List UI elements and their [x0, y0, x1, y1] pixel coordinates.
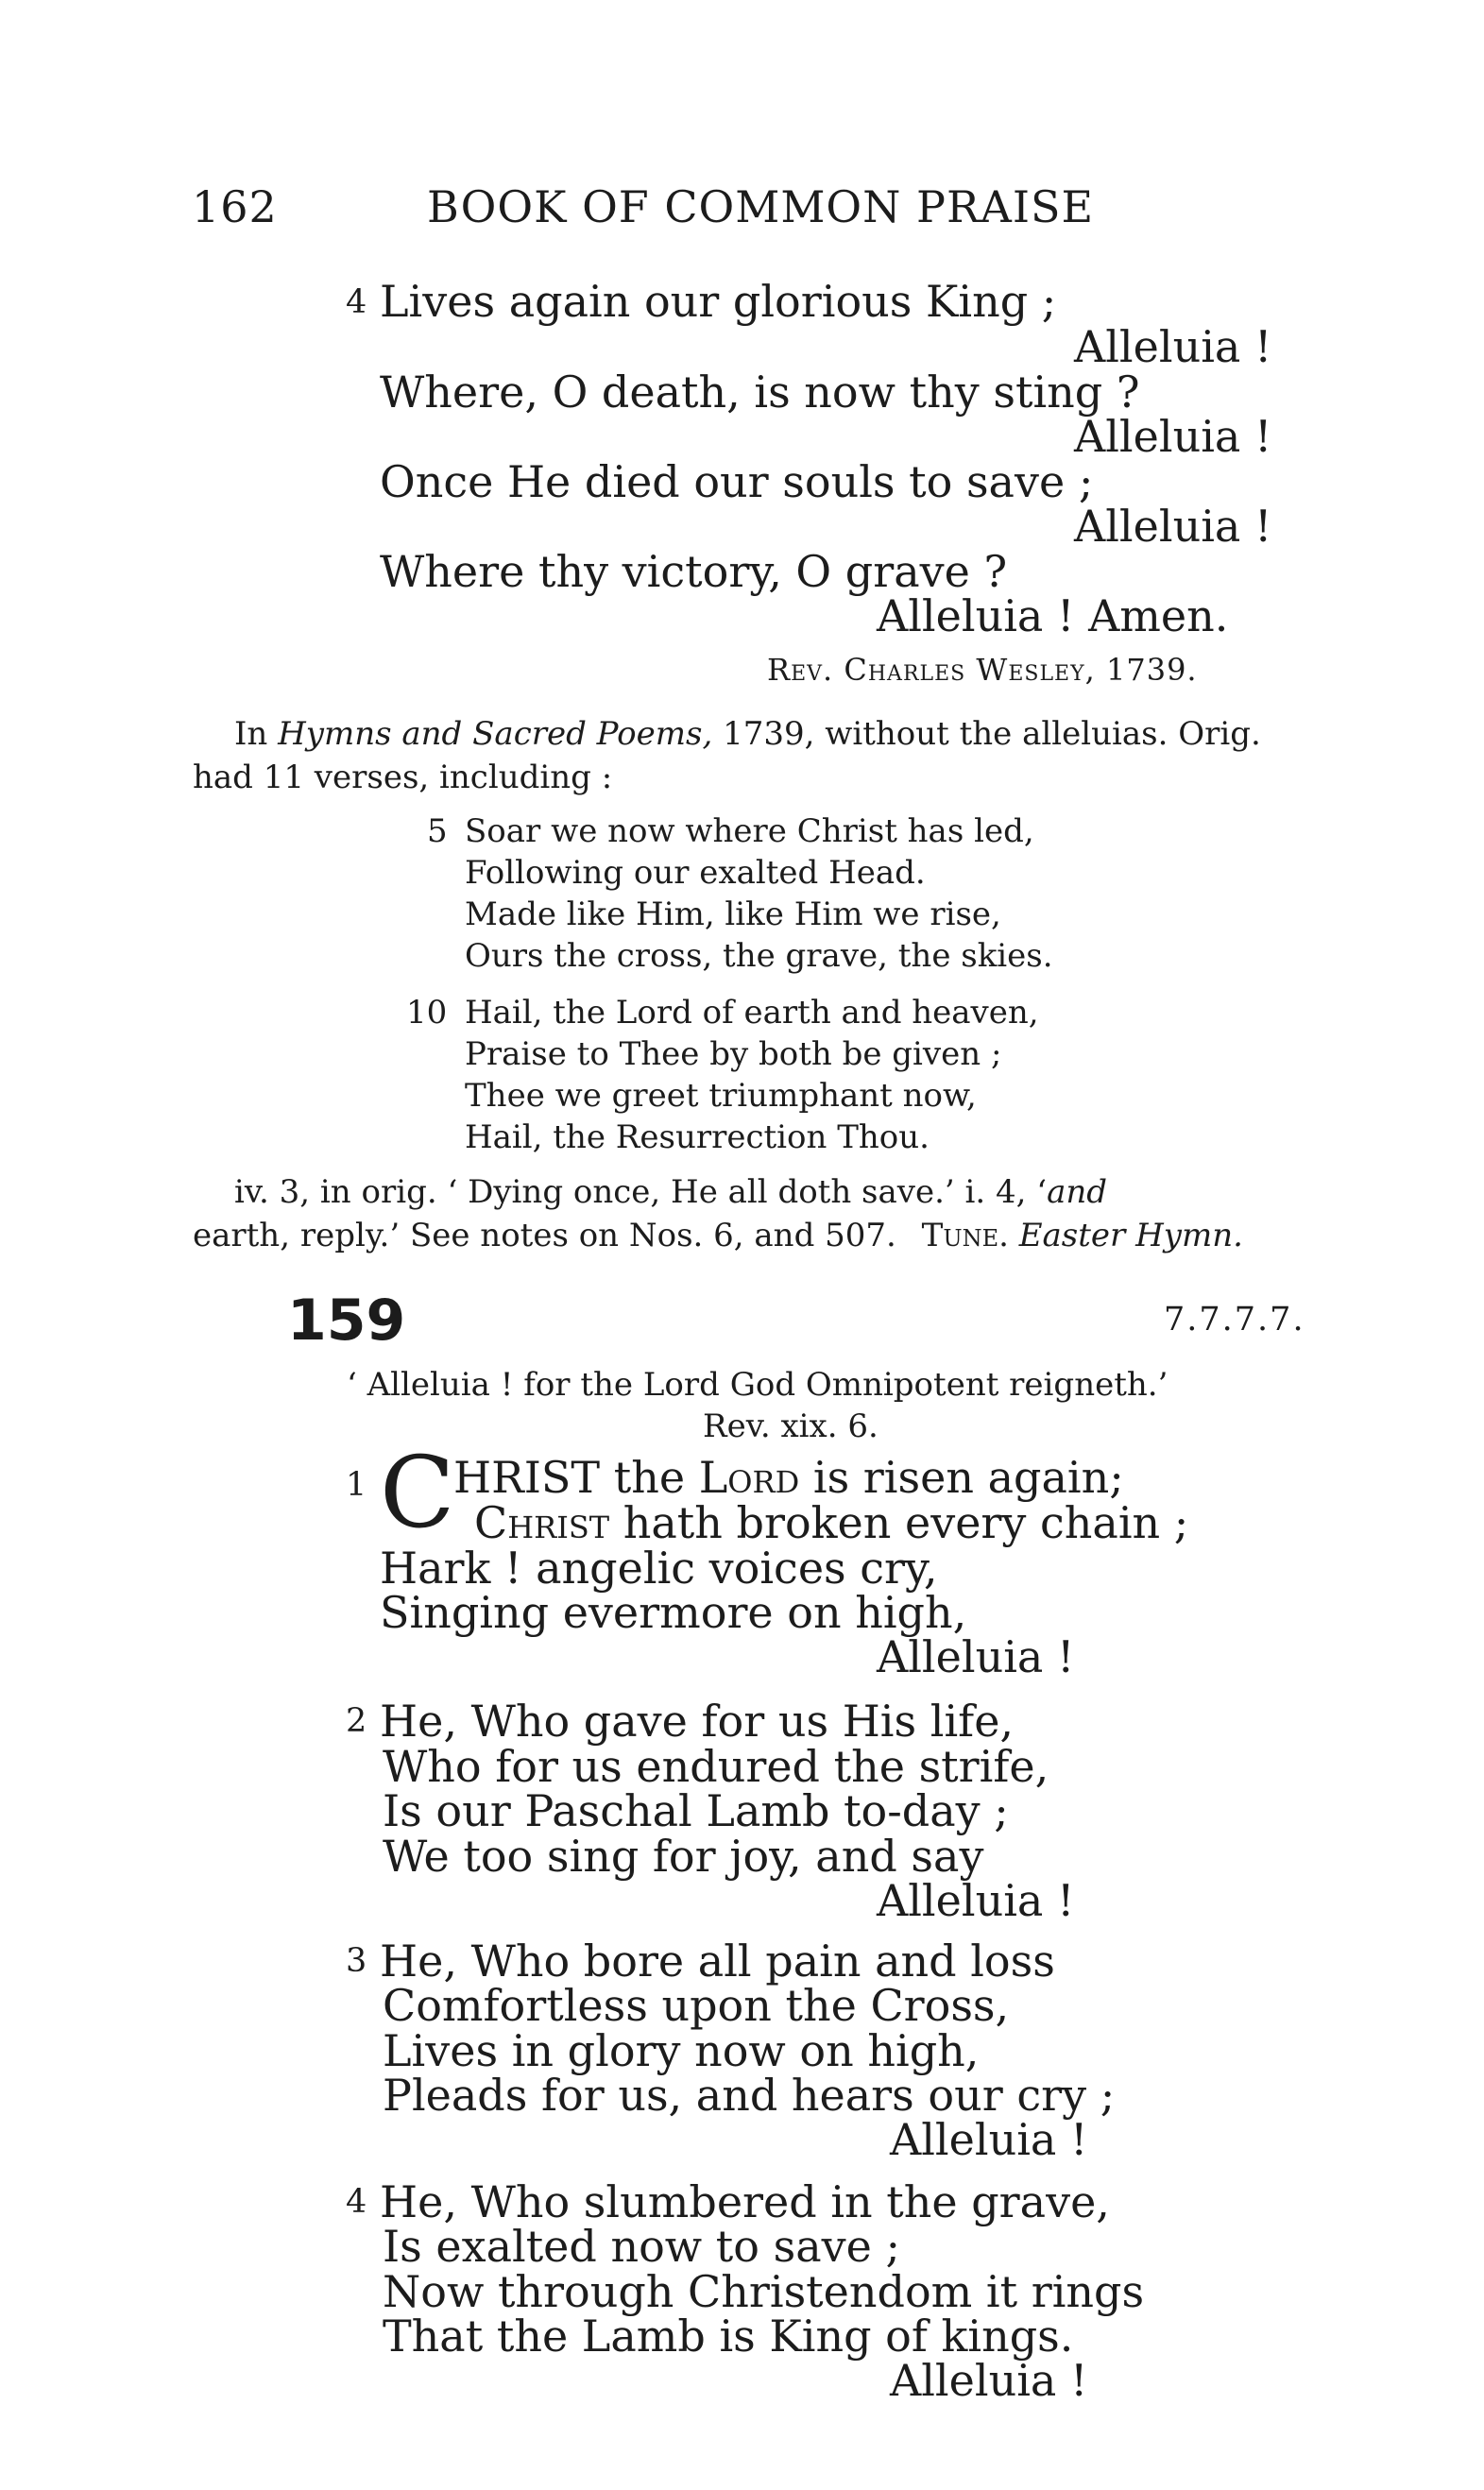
tune-label: Tune. [921, 1217, 1009, 1254]
refrain-line: Alleluia ! [1074, 321, 1272, 372]
note-text: 1739, without the alleluias. Orig. [723, 715, 1261, 753]
verse-line: Hark ! angelic voices cry, [380, 1543, 938, 1594]
tune-name: Easter Hymn. [1018, 1217, 1243, 1254]
quoted-verse-line: Following our exalted Head. [465, 854, 926, 892]
quoted-verse-line: Praise to Thee by both be given ; [465, 1035, 1002, 1073]
verse-number: 5 [427, 812, 448, 850]
epigraph-reference: Rev. xix. 6. [703, 1407, 878, 1445]
verse-line: Who for us endured the strife, [383, 1741, 1049, 1792]
refrain-amen-line: Alleluia ! Amen. [877, 590, 1229, 641]
author-name: Charles Wesley [844, 652, 1085, 688]
verse-number: 2 [346, 1702, 367, 1740]
quoted-verse-line: Thee we greet triumphant now, [465, 1077, 977, 1115]
verse-number: 4 [346, 2183, 367, 2221]
verse-number: 1 [346, 1466, 367, 1504]
verse-line: Where thy victory, O grave ? [380, 546, 1008, 597]
note-line [234, 1173, 1107, 1211]
verse-line: Now through Christendom it rings [383, 2266, 1145, 2317]
drop-cap: C [380, 1435, 455, 1550]
verse-line: We too sing for joy, and say [383, 1831, 984, 1882]
quoted-verse-line: Made like Him, like Him we rise, [465, 895, 1001, 933]
verse-line: Once He died our souls to save ; [380, 456, 1094, 507]
refrain-line: Alleluia ! [890, 2355, 1088, 2406]
refrain-line: Alleluia ! [877, 1631, 1075, 1682]
verse-text: hath broken every chain ; [609, 1497, 1189, 1548]
refrain-line: Alleluia ! [1074, 411, 1272, 462]
note-line [234, 715, 1261, 753]
source-title: Hymns and Sacred Poems, [278, 715, 713, 753]
lord-smallcaps: Lord [698, 1452, 800, 1503]
verse-text: is risen again; [799, 1452, 1124, 1503]
verse-line: Lives again our glorious King ; [380, 276, 1057, 327]
verse-line [453, 1452, 1124, 1503]
hymn-meter: 7.7.7.7. [1164, 1301, 1305, 1339]
quoted-verse-line: Hail, the Resurrection Thou. [465, 1118, 930, 1156]
verse-line: Is exalted now to save ; [383, 2221, 900, 2272]
verse-line: He, Who bore all pain and loss [380, 1936, 1055, 1987]
author-prefix: Rev. [767, 652, 834, 688]
verse-line: He, Who slumbered in the grave, [380, 2176, 1110, 2227]
note-italic: and [1047, 1173, 1107, 1211]
verse-number: 3 [346, 1942, 367, 1980]
verse-number: 4 [346, 283, 367, 321]
verse-line: Comfortless upon the Cross, [383, 1980, 1010, 2031]
quoted-verse-line: Soar we now where Christ has led, [465, 812, 1034, 850]
refrain-line: Alleluia ! [877, 1875, 1075, 1926]
verse-number: 10 [406, 994, 448, 1032]
verse-line [474, 1497, 1188, 1548]
note-line [193, 1217, 1243, 1254]
quoted-verse-line: Ours the cross, the grave, the skies. [465, 937, 1053, 975]
page-number: 162 [192, 181, 278, 232]
hymn-number: 159 [287, 1288, 406, 1354]
verse-line: That the Lamb is King of kings. [383, 2311, 1074, 2362]
author-year: , 1739. [1084, 652, 1198, 688]
verse-line: Pleads for us, and hears our cry ; [383, 2070, 1116, 2121]
refrain-line: Alleluia ! [1074, 501, 1272, 552]
christ-smallcaps: Christ [474, 1497, 610, 1548]
note-text: earth, reply.’ See notes on Nos. 6, and 507. [193, 1217, 896, 1254]
running-title: BOOK OF COMMON PRAISE [427, 181, 1095, 232]
verse-line: Lives in glory now on high, [383, 2025, 980, 2076]
note-text: iv. 3, in orig. ‘ Dying once, He all doth save.’ i. 4, ‘ [234, 1173, 1048, 1211]
quoted-verse-line: Hail, the Lord of earth and heaven, [465, 994, 1039, 1032]
verse-line: Where, O death, is now thy sting ? [380, 367, 1140, 418]
hymn-author [767, 652, 1198, 688]
verse-line: Singing evermore on high, [380, 1587, 967, 1638]
refrain-line: Alleluia ! [890, 2114, 1088, 2165]
verse-line: He, Who gave for us His life, [380, 1696, 1015, 1747]
hymn-epigraph: ‘ Alleluia ! for the Lord God Omnipotent reigneth.’ [347, 1366, 1168, 1404]
verse-line: Is our Paschal Lamb to-day ; [383, 1785, 1009, 1836]
verse-text: HRIST the [453, 1452, 699, 1503]
note-line: had 11 verses, including : [193, 759, 613, 796]
note-text: In [234, 715, 268, 753]
